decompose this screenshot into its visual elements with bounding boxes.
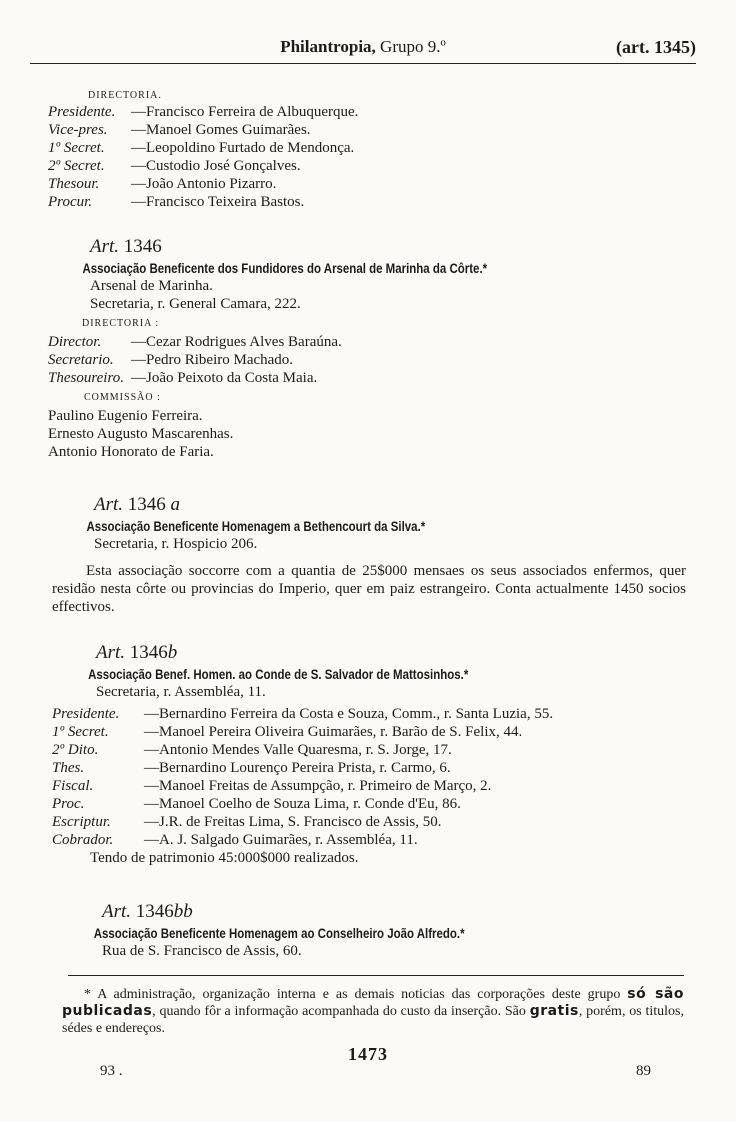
member-name: —Cezar Rodrigues Alves Baraúna. bbox=[131, 334, 342, 350]
role-label: Thes. bbox=[52, 760, 85, 776]
role-label: Presidente. bbox=[48, 104, 116, 120]
footnote-emphasis: gratis bbox=[529, 1003, 579, 1019]
article-suffix: b bbox=[167, 642, 178, 663]
running-title-main: Philantropia, bbox=[280, 37, 376, 56]
footnote bbox=[62, 986, 684, 1037]
footnote-emphasis: só são publicadas bbox=[62, 986, 684, 1019]
association-address: Rua de S. Francisco de Assis, 60. bbox=[102, 943, 302, 959]
member-name: —Manoel Coelho de Souza Lima, r. Conde d'Eu, 86. bbox=[144, 796, 461, 812]
member-name: —Manoel Freitas de Assumpção, r. Primeiro de Março, 2. bbox=[144, 778, 492, 794]
member-name: —Pedro Ribeiro Machado. bbox=[131, 352, 294, 368]
article-label: Art. bbox=[94, 494, 124, 515]
member-name: —João Peixoto da Costa Maia. bbox=[131, 370, 318, 386]
association-address: Secretaria, r. Assembléa, 11. bbox=[96, 684, 266, 700]
role-label: Cobrador. bbox=[52, 832, 114, 848]
running-title bbox=[30, 38, 696, 56]
role-label: Vice-pres. bbox=[48, 122, 108, 138]
member-name: —J.R. de Freitas Lima, S. Francisco de Assis, 50. bbox=[144, 814, 442, 830]
directoria-row bbox=[52, 705, 560, 723]
article-1346b bbox=[52, 641, 560, 867]
running-title-group: Grupo 9.º bbox=[375, 37, 446, 56]
directoria-row bbox=[48, 103, 358, 121]
running-header bbox=[30, 38, 696, 60]
article-num: 1346 bbox=[123, 494, 171, 515]
role-label: Director. bbox=[48, 334, 102, 350]
member-name: —Francisco Ferreira de Albuquerque. bbox=[131, 104, 359, 120]
article-1346 bbox=[48, 235, 584, 461]
member-name: —Antonio Mendes Valle Quaresma, r. S. Jorge, 17. bbox=[144, 742, 452, 758]
member-name: —Francisco Teixeira Bastos. bbox=[131, 194, 305, 210]
member-name: —João Antonio Pizarro. bbox=[131, 176, 277, 192]
header-article-ref: (art. 1345) bbox=[616, 37, 696, 57]
footnote-text: * A administração, organização interna e as demais noticias das corporações deste grupo bbox=[84, 987, 628, 1002]
directoria-row bbox=[48, 351, 584, 369]
association-title: Associação Beneficente Homenagem a Bethencourt da Silva.* bbox=[86, 518, 426, 534]
article-label: Art. bbox=[102, 901, 132, 922]
article-label: Art. bbox=[96, 642, 126, 663]
association-description: Esta associação soccorre com a quantia de 25$000 mensaes os seus associados enfermos, quer residão nesta côrte ou provincias do Imperio, quer em paiz estrangeiro. Conta actualmente 1450 socios effectivos. bbox=[52, 563, 686, 615]
directoria-row bbox=[52, 795, 560, 813]
role-label: 1º Secret. bbox=[52, 724, 109, 740]
association-title: Associação Benef. Homen. ao Conde de S. Salvador de Mattosinhos.* bbox=[88, 666, 469, 682]
association-address: Secretaria, r. Hospicio 206. bbox=[94, 536, 258, 552]
directoria-row bbox=[52, 777, 560, 795]
directoria-row bbox=[52, 741, 560, 759]
article-number bbox=[48, 235, 584, 259]
signature-mark-right: 89 bbox=[636, 1063, 651, 1079]
art1345-directoria bbox=[48, 87, 358, 211]
directoria-rows bbox=[48, 103, 358, 211]
commissao-member: Ernesto Augusto Mascarenhas. bbox=[48, 426, 234, 442]
directoria-row bbox=[52, 831, 560, 849]
member-name: —A. J. Salgado Guimarães, r. Assembléa, 11. bbox=[144, 832, 418, 848]
member-name: —Leopoldino Furtado de Mendonça. bbox=[131, 140, 355, 156]
role-label: 2º Secret. bbox=[48, 158, 105, 174]
role-label: Presidente. bbox=[52, 706, 120, 722]
directoria-row bbox=[52, 759, 560, 777]
member-name: —Manoel Pereira Oliveira Guimarães, r. Barão de S. Felix, 44. bbox=[144, 724, 523, 740]
article-label: Art. bbox=[90, 236, 120, 257]
association-title: Associação Beneficente Homenagem ao Conselheiro João Alfredo.* bbox=[93, 925, 465, 941]
role-label: Thesoureiro. bbox=[48, 370, 124, 386]
commissao-heading: COMMISSÃO : bbox=[84, 392, 161, 403]
role-label: 1º Secret. bbox=[48, 140, 105, 156]
role-label: Escriptur. bbox=[52, 814, 111, 830]
member-name: —Bernardino Lourenço Pereira Prista, r. Carmo, 6. bbox=[144, 760, 451, 776]
article-1346bb bbox=[56, 900, 554, 960]
directoria-row bbox=[48, 333, 584, 351]
footnote-rule bbox=[68, 975, 684, 976]
commissao-member: Antonio Honorato de Faria. bbox=[48, 444, 214, 460]
directoria-row bbox=[48, 139, 358, 157]
signature-mark-left: 93 . bbox=[100, 1063, 123, 1079]
directoria-row bbox=[48, 121, 358, 139]
member-name: —Bernardino Ferreira da Costa e Souza, Comm., r. Santa Luzia, 55. bbox=[144, 706, 554, 722]
article-number bbox=[52, 641, 560, 665]
role-label: Secretario. bbox=[48, 352, 114, 368]
article-number bbox=[52, 493, 507, 517]
role-label: Fiscal. bbox=[52, 778, 94, 794]
directoria-row bbox=[48, 175, 358, 193]
article-1346a bbox=[52, 493, 507, 553]
association-address: Secretaria, r. General Camara, 222. bbox=[90, 296, 301, 312]
role-label: Proc. bbox=[52, 796, 85, 812]
directoria-row bbox=[52, 813, 560, 831]
directoria-row bbox=[48, 369, 584, 387]
member-name: —Custodio José Gonçalves. bbox=[131, 158, 301, 174]
article-suffix: a bbox=[170, 494, 181, 515]
association-subtitle: Arsenal de Marinha. bbox=[90, 278, 213, 294]
page-number: 1473 bbox=[348, 1044, 388, 1064]
directoria-row bbox=[52, 723, 560, 741]
role-label: 2º Dito. bbox=[52, 742, 99, 758]
article-number bbox=[56, 900, 554, 924]
member-name: —Manoel Gomes Guimarães. bbox=[131, 122, 311, 138]
section-heading: DIRECTORIA. bbox=[88, 90, 162, 101]
directoria-row bbox=[48, 193, 358, 211]
directoria-heading: DIRECTORIA : bbox=[82, 318, 160, 329]
article-num: 1346 bbox=[119, 236, 162, 257]
article-num: 1346 bbox=[131, 901, 174, 922]
patrimonio-note: Tendo de patrimonio 45:000$000 realizados. bbox=[90, 850, 359, 866]
footnote-text: , quando fôr a informação acompanhada do custo da inserção. São bbox=[152, 1004, 530, 1019]
article-suffix: bb bbox=[173, 901, 193, 922]
article-num: 1346 bbox=[125, 642, 168, 663]
commissao-member: Paulino Eugenio Ferreira. bbox=[48, 408, 203, 424]
role-label: Procur. bbox=[48, 194, 93, 210]
role-label: Thesour. bbox=[48, 176, 100, 192]
directoria-row bbox=[48, 157, 358, 175]
header-rule bbox=[30, 63, 696, 64]
footnote-text: , porém, os titulos, sédes e endereços. bbox=[62, 1004, 684, 1036]
association-title: Associação Beneficente dos Fundidores do Arsenal de Marinha da Côrte.* bbox=[82, 260, 488, 276]
